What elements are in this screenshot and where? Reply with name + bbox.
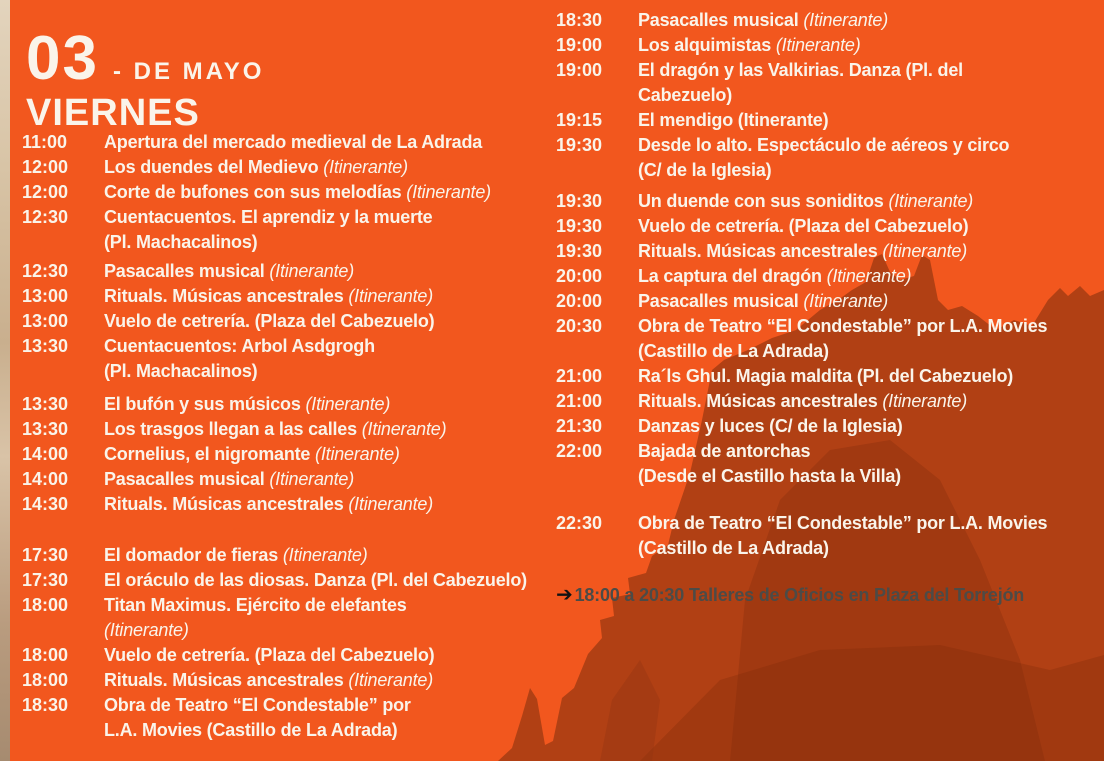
event-description: Pasacalles musical (Itinerante) [638,10,888,30]
itinerante-tag: (Itinerante) [882,241,967,261]
event-description: Los trasgos llegan a las calles (Itinerante) [104,419,447,439]
event-time: 21:00 [556,391,603,411]
event-time: 19:00 [556,35,603,55]
event-time: 14:00 [22,444,69,464]
schedule-row [556,133,1104,183]
schedule-row [556,511,1104,561]
event-time: 18:00 [22,595,69,615]
event-description-line2: (Castillo de La Adrada) [638,538,829,558]
schedule-row [22,543,622,568]
event-description: Danzas y luces (C/ de la Iglesia) [638,416,903,436]
event-description: Vuelo de cetrería. (Plaza del Cabezuelo) [104,311,435,331]
event-description: Obra de Teatro “El Condestable” por L.A. Movies (Castillo de La Adrada) [104,693,622,743]
event-time: 13:00 [22,286,69,306]
itinerante-tag: (Itinerante) [775,35,861,55]
schedule-row [22,668,622,693]
itinerante-tag: (Itinerante) [323,157,408,177]
event-description: El bufón y sus músicos (Itinerante) [104,394,391,414]
schedule-row [556,189,1104,214]
schedule-row [556,289,1104,314]
event-time: 13:00 [22,311,69,331]
event-time: 12:30 [22,261,69,281]
event-time: 18:30 [556,10,603,30]
schedule-row [22,180,622,205]
event-time: 12:00 [22,157,69,177]
event-description: Un duende con sus soniditos (Itinerante) [638,191,974,211]
event-description-line2: (Castillo de La Adrada) [638,341,829,361]
itinerante-tag: (Itinerante) [882,391,967,411]
workshops-note-text: 18:00 a 20:30 Talleres de Oficios en Plaza del Torrejón [574,585,1025,605]
event-time: 19:00 [556,60,603,80]
event-description: Rituals. Músicas ancestrales (Itinerante) [638,391,967,411]
schedule-row [556,239,1104,264]
schedule-row [556,314,1104,364]
event-time: 20:00 [556,291,603,311]
event-description: Titan Maximus. Ejército de elefantes (Itinerante) [104,593,622,643]
event-time: 11:00 [22,132,68,152]
event-description: Pasacalles musical (Itinerante) [104,469,354,489]
event-description: Desde lo alto. Espectáculo de aéreos y circo (C/ de la Iglesia) [638,133,1104,183]
event-description-line2: (Pl. Machacalinos) [104,361,258,381]
event-description: Vuelo de cetrería. (Plaza del Cabezuelo) [104,645,435,665]
itinerante-tag: (Itinerante) [888,191,974,211]
schedule-row [556,389,1104,414]
schedule-row [556,264,1104,289]
event-description: Rituals. Músicas ancestrales (Itinerante) [104,670,433,690]
event-description-line2: (Itinerante) [104,620,189,640]
event-time: 18:00 [22,645,69,665]
schedule-row [22,568,622,593]
event-description: Rituals. Músicas ancestrales (Itinerante) [638,241,967,261]
event-time: 19:30 [556,216,603,236]
event-time: 17:30 [22,545,69,565]
schedule-row [22,442,622,467]
day-number: 03 [26,24,99,93]
schedule-column-left [22,130,622,743]
itinerante-tag: (Itinerante) [269,261,354,281]
schedule-row [22,155,622,180]
date-suffix: - DE MAYO [112,58,265,85]
event-title-bold: Bajada de antorchas [638,441,811,461]
event-description: El mendigo (Itinerante) [638,110,829,130]
page-header [26,24,265,135]
schedule-row [556,439,1104,489]
itinerante-tag: (Itinerante) [803,10,888,30]
itinerante-tag: (Itinerante) [406,182,491,202]
event-description: Pasacalles musical (Itinerante) [638,291,888,311]
itinerante-tag: (Itinerante) [826,266,912,286]
schedule-row [22,593,622,643]
event-description: Cuentacuentos. El aprendiz y la muerte (Pl. Machacalinos) [104,205,622,255]
event-description: Obra de Teatro “El Condestable” por L.A. Movies (Castillo de La Adrada) [638,511,1104,561]
itinerante-tag: (Itinerante) [305,394,391,414]
event-time: 19:30 [556,191,603,211]
event-description: Ra´ls Ghul. Magia maldita (Pl. del Cabezuelo) [638,366,1014,386]
event-description-line2: (Desde el Castillo hasta la Villa) [638,466,901,486]
event-description: Cuentacuentos: Arbol Asdgrogh (Pl. Machacalinos) [104,334,622,384]
event-time: 13:30 [22,419,69,439]
event-time: 19:15 [556,110,603,130]
schedule-row [556,364,1104,389]
itinerante-tag: (Itinerante) [282,545,368,565]
itinerante-tag: (Itinerante) [348,286,433,306]
schedule-row [22,417,622,442]
workshops-note [556,583,1104,608]
event-description: Vuelo de cetrería. (Plaza del Cabezuelo) [638,216,969,236]
event-description: Los alquimistas (Itinerante) [638,35,861,55]
event-description-line2: Cabezuelo) [638,85,733,105]
event-time: 21:00 [556,366,603,386]
schedule-row [22,259,622,284]
schedule-row [556,33,1104,58]
event-description: Los duendes del Medievo (Itinerante) [104,157,408,177]
event-description: Cornelius, el nigromante (Itinerante) [104,444,400,464]
event-time: 19:30 [556,241,603,261]
event-time: 20:30 [556,316,603,336]
schedule-row [556,214,1104,239]
event-time: 13:30 [22,394,69,414]
event-time: 22:00 [556,441,603,461]
event-description-line2: (C/ de la Iglesia) [638,160,772,180]
event-description-line2: L.A. Movies (Castillo de La Adrada) [104,720,398,740]
event-description [638,439,1104,489]
event-time: 20:00 [556,266,603,286]
event-time: 22:30 [556,513,603,533]
schedule-row [556,8,1104,33]
event-description: Corte de bufones con sus melodías (Itinerante) [104,182,491,202]
event-description: El oráculo de las diosas. Danza (Pl. del Cabezuelo) [104,570,527,590]
arrow-icon: ➔ [556,584,573,606]
itinerante-tag: (Itinerante) [348,494,433,514]
event-time: 18:30 [22,695,69,715]
schedule-row [22,309,622,334]
event-time: 14:30 [22,494,69,514]
schedule-row [22,467,622,492]
date-line [26,24,265,93]
event-description: Rituals. Músicas ancestrales (Itinerante) [104,494,433,514]
event-description: Obra de Teatro “El Condestable” por L.A. Movies (Castillo de La Adrada) [638,314,1104,364]
schedule-row [556,108,1104,133]
schedule-row [22,643,622,668]
schedule-row [22,693,622,743]
event-time: 21:30 [556,416,603,436]
event-time: 18:00 [22,670,69,690]
itinerante-tag: (Itinerante) [315,444,400,464]
event-description: La captura del dragón (Itinerante) [638,266,912,286]
event-description: Apertura del mercado medieval de La Adrada [104,132,483,152]
event-time: 19:30 [556,135,603,155]
event-time: 14:00 [22,469,69,489]
schedule-row [22,492,622,517]
schedule-column-right [556,8,1104,608]
schedule-row [556,58,1104,108]
page-edge [0,0,10,761]
event-time: 12:00 [22,182,69,202]
event-time: 13:30 [22,336,69,356]
schedule-row [22,205,622,255]
event-time: 17:30 [22,570,69,590]
schedule-row [556,414,1104,439]
itinerante-tag: (Itinerante) [348,670,433,690]
event-description: El dragón y las Valkirias. Danza (Pl. del Cabezuelo) [638,58,1104,108]
event-description: Rituals. Músicas ancestrales (Itinerante) [104,286,433,306]
schedule-row [22,392,622,417]
itinerante-tag: (Itinerante) [269,469,354,489]
schedule-row [22,334,622,384]
event-description: Pasacalles musical (Itinerante) [104,261,354,281]
event-description-line2: (Pl. Machacalinos) [104,232,258,252]
itinerante-tag: (Itinerante) [803,291,888,311]
schedule-row [22,284,622,309]
event-description: El domador de fieras (Itinerante) [104,545,368,565]
event-time: 12:30 [22,207,69,227]
weekday-title: VIERNES [26,92,200,134]
schedule-row [22,130,622,155]
itinerante-tag: (Itinerante) [361,419,447,439]
